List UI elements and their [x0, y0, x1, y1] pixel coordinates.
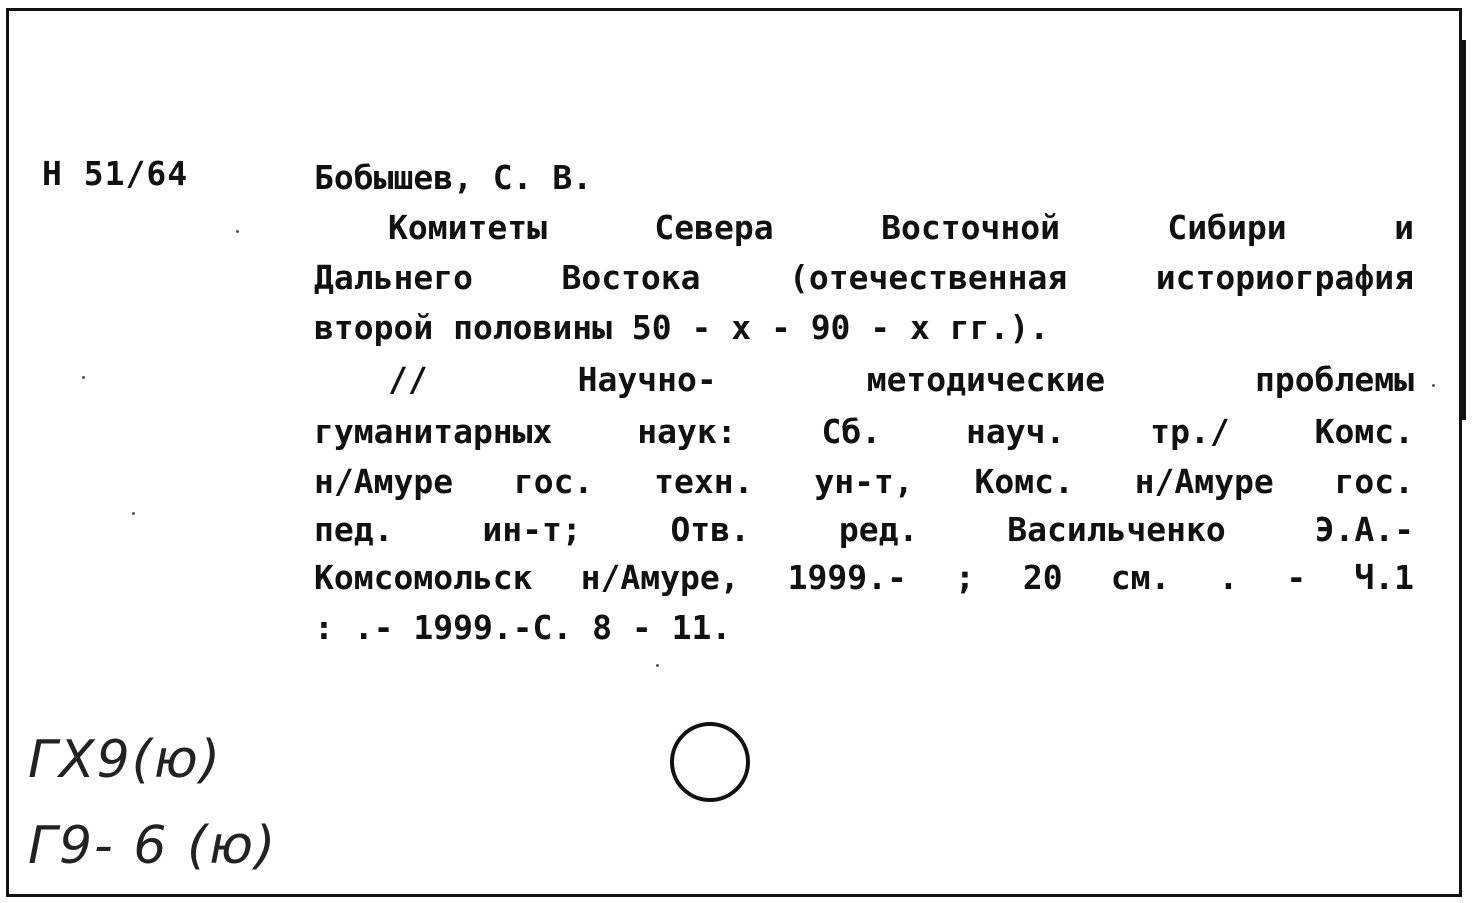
source-line-2: гуманитарных наук: Сб. науч. тр./ Комс. — [314, 412, 1414, 451]
handwritten-note-1: ГХ9(ю) — [28, 730, 223, 790]
scan-speck — [656, 664, 659, 667]
source-line-6: : .- 1999.-С. 8 - 11. — [314, 608, 732, 647]
source-line-3: н/Амуре гос. техн. ун-т, Комс. н/Амуре гос. — [314, 462, 1414, 501]
scan-speck — [132, 512, 135, 515]
handwritten-note-2: Г9- 6 (ю) — [28, 816, 278, 876]
scan-speck — [82, 376, 85, 379]
author-line: Бобышев, С. В. — [314, 158, 593, 197]
source-line-4: пед. ин-т; Отв. ред. Васильченко Э.А.- — [314, 510, 1414, 549]
card-edge-shadow — [1460, 40, 1466, 420]
scan-speck — [236, 230, 239, 233]
source-line-1: // Научно- методические проблемы — [388, 360, 1414, 399]
stamp-circle — [670, 722, 750, 802]
title-line-1: Комитеты Севера Восточной Сибири и — [388, 208, 1414, 247]
title-line-3: второй половины 50 - х - 90 - х гг.). — [314, 308, 1050, 347]
scan-speck — [1432, 384, 1435, 387]
source-line-5: Комсомольск н/Амуре, 1999.- ; 20 см. . - Ч.1 — [314, 558, 1414, 597]
title-line-2: Дальнего Востока (отечественная историография — [314, 258, 1414, 297]
shelf-mark: Н 51/64 — [42, 154, 189, 193]
